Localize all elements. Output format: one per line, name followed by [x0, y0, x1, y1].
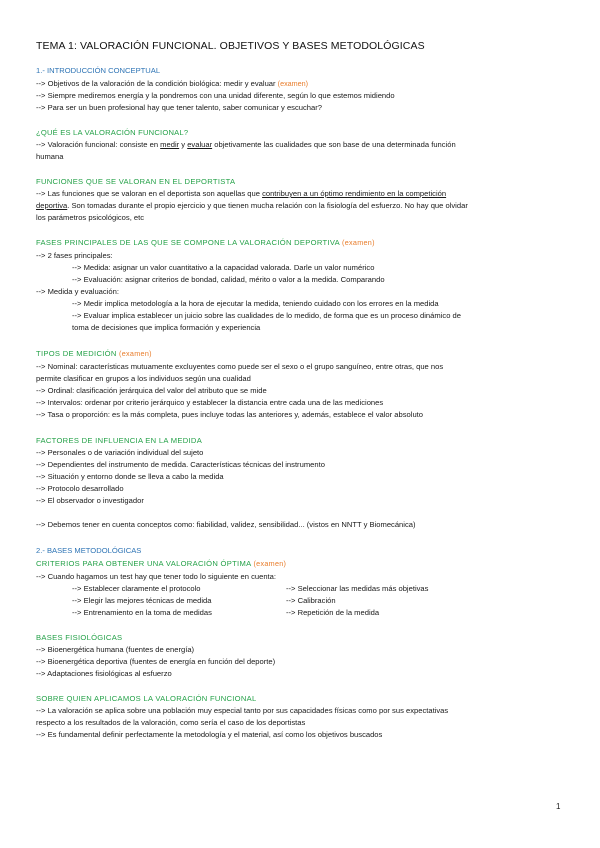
- criteria-col2-item-1: --> Seleccionar las medidas más objetivas: [286, 584, 429, 593]
- section-heading-what-is: ¿QUÉ ES LA VALORACIÓN FUNCIONAL?: [36, 128, 189, 137]
- onwhom-line-1: --> La valoración se aplica sobre una población muy especial tanto por sus capacidades físicas como por sus expectativas: [36, 706, 449, 715]
- intro-line-1: --> Objetivos de la valoración de la condición biológica: medir y evaluar (examen): [36, 79, 309, 88]
- criteria-col1-item-3: --> Entrenamiento en la toma de medidas: [72, 608, 212, 617]
- factors-line-1: --> Personales o de variación individual del sujeto: [36, 448, 204, 457]
- section-heading-on-whom: SOBRE QUIEN APLICAMOS LA VALORACIÓN FUNCIONAL: [36, 694, 257, 703]
- section-heading-functions: FUNCIONES QUE SE VALORAN EN EL DEPORTISTA: [36, 177, 236, 186]
- underlined-evaluar: evaluar: [187, 140, 213, 149]
- criteria-col1-item-1: --> Establecer claramente el protocolo: [72, 584, 201, 593]
- underlined-contribuyen: contribuyen a un óptimo rendimiento en la competición: [262, 189, 447, 198]
- types-line-5: --> Tasa o proporción: es la más completa, pues incluye todas las anteriores y, además, establece el valor absoluto: [36, 410, 423, 419]
- factors-line-6: --> Debemos tener en cuenta conceptos como: fiabilidad, validez, sensibilidad... (vistos en NNTT y Biomecánica): [36, 520, 416, 529]
- document-title: TEMA 1: VALORACIÓN FUNCIONAL. OBJETIVOS Y BASES METODOLÓGICAS: [36, 40, 425, 52]
- section-heading-intro: 1.- INTRODUCCIÓN CONCEPTUAL: [36, 66, 161, 75]
- physio-line-3: --> Adaptaciones fisiológicas al esfuerzo: [36, 669, 172, 678]
- phases-line-2: --> Medida: asignar un valor cuantitativo a la capacidad valorada. Darle un valor numérico: [72, 263, 375, 272]
- factors-line-3: --> Situación y entorno donde se lleva a cabo la medida: [36, 472, 224, 481]
- physio-line-2: --> Bioenergética deportiva (fuentes de energía en función del deporte): [36, 657, 276, 666]
- page-number: 1: [556, 802, 561, 811]
- functions-line-1: --> Las funciones que se valoran en el deportista son aquellas que contribuyen a un óptimo rendimiento en la competición: [36, 189, 447, 198]
- criteria-col1-item-2: --> Elegir las mejores técnicas de medida: [72, 596, 212, 605]
- types-line-4: --> Intervalos: ordenar por criterio jerárquico y establecer la distancia entre cada una de las mediciones: [36, 398, 384, 407]
- phases-line-3: --> Evaluación: asignar criterios de bondad, calidad, mérito o valor a la medida. Comparando: [72, 275, 385, 284]
- exam-tag: (examen): [277, 79, 309, 88]
- criteria-col2-item-3: --> Repetición de la medida: [286, 608, 380, 617]
- criteria-line-1: --> Cuando hagamos un test hay que tener todo lo siguiente en cuenta:: [36, 572, 277, 581]
- section-heading-factors: FACTORES DE INFLUENCIA EN LA MEDIDA: [36, 436, 203, 445]
- factors-line-2: --> Dependientes del instrumento de medida. Características técnicas del instrumento: [36, 460, 325, 469]
- types-line-3: --> Ordinal: clasificación jerárquica del valor del atributo que se mide: [36, 386, 267, 395]
- exam-tag: (examen): [119, 349, 152, 358]
- factors-line-4: --> Protocolo desarrollado: [36, 484, 124, 493]
- definition-line-2: humana: [36, 152, 64, 161]
- section-heading-bases: 2.- BASES METODOLÓGICAS: [36, 546, 142, 555]
- phases-line-1: --> 2 fases principales:: [36, 251, 113, 260]
- phases-line-7: toma de decisiones que implica formación y experiencia: [72, 323, 261, 332]
- types-line-1: --> Nominal: características mutuamente excluyentes como puede ser el sexo o el grupo sanguíneo, entre otras, que nos: [36, 362, 444, 371]
- section-heading-physiological: BASES FISIOLÓGICAS: [36, 633, 123, 642]
- underlined-medir: medir: [160, 140, 180, 149]
- intro-line-3: --> Para ser un buen profesional hay que tener talento, saber comunicar y escuchar?: [36, 103, 322, 112]
- section-heading-phases: FASES PRINCIPALES DE LAS QUE SE COMPONE LA VALORACIÓN DEPORTIVA (examen): [36, 238, 375, 247]
- functions-line-2: deportiva. Son tomadas durante el propio ejercicio y que tienen mucha relación con la fisiología del esfuerzo. No hay que olvidar: [36, 201, 468, 210]
- functions-line-3: los parámetros psicológicos, etc: [36, 213, 145, 222]
- phases-line-6: --> Evaluar implica establecer un juicio sobre las cualidades de lo medido, de forma que es un proceso dinámico de: [72, 311, 461, 320]
- definition-line-1: --> Valoración funcional: consiste en medir y evaluar objetivamente las cualidades que son base de una determinada función: [36, 140, 456, 149]
- phases-line-5: --> Medir implica metodología a la hora de ejecutar la medida, teniendo cuidado con los errores en la medida: [72, 299, 439, 308]
- exam-tag: (examen): [253, 559, 287, 568]
- factors-line-5: --> El observador o investigador: [36, 496, 144, 505]
- onwhom-line-3: --> Es fundamental definir perfectamente la metodología y el material, así como los objetivos buscados: [36, 730, 383, 739]
- physio-line-1: --> Bioenergética humana (fuentes de energía): [36, 645, 195, 654]
- onwhom-line-2: respecto a los resultados de la valoración, como sería el caso de los deportistas: [36, 718, 306, 727]
- criteria-col2-item-2: --> Calibración: [286, 596, 336, 605]
- types-line-2: permite clasificar en grupos a los individuos según una cualidad: [36, 374, 251, 383]
- subheading-criteria: CRITERIOS PARA OBTENER UNA VALORACIÓN ÓPTIMA (examen): [36, 559, 287, 568]
- section-heading-measurement-types: TIPOS DE MEDICIÓN (examen): [36, 349, 152, 358]
- phases-line-4: --> Medida y evaluación:: [36, 287, 119, 296]
- exam-tag: (examen): [342, 238, 375, 247]
- intro-line-2: --> Siempre mediremos energía y la pondremos con una unidad diferente, según lo que estemos midiendo: [36, 91, 395, 100]
